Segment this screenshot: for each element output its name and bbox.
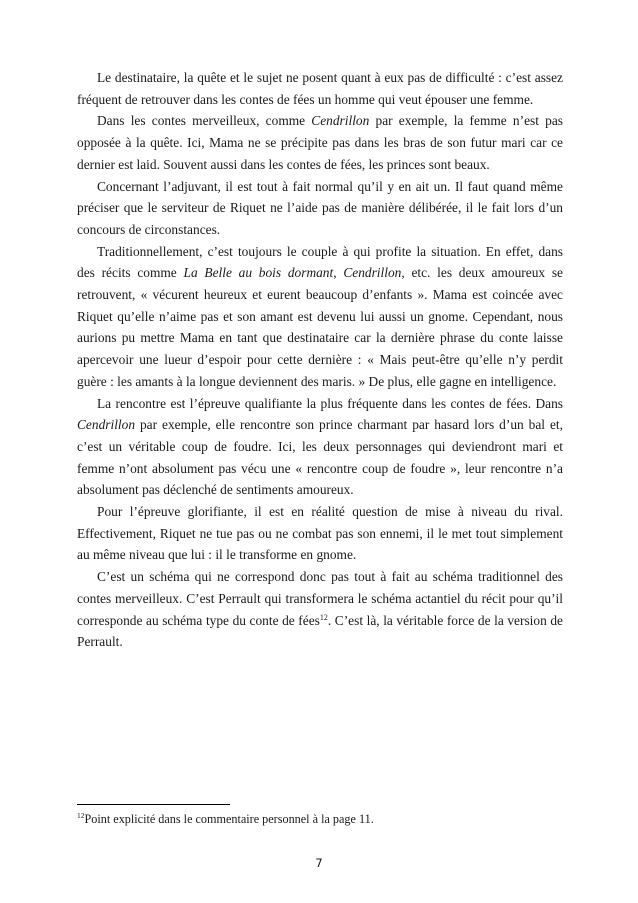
paragraph bbox=[77, 501, 563, 566]
paragraph bbox=[77, 110, 563, 175]
footnote-marker: 12 bbox=[77, 811, 85, 820]
footnote-reference: 12 bbox=[319, 612, 328, 622]
italic-title: Cendrillon bbox=[311, 113, 370, 129]
italic-title: La Belle au bois dormant bbox=[183, 265, 334, 281]
text-run: Le destinataire, la quête et le sujet ne posent quant à eux pas de difficulté : c’est assez fréquent de retrouver dans les contes de fées un homme qui veut épouser une femme. bbox=[77, 70, 563, 107]
text-run: par exemple, la femme n’est pas opposée à la quête. Ici, Mama ne se précipite pas dans les bras de son futur mari car ce dernier est laid. Souvent aussi dans les contes de fées, les princes sont beaux. bbox=[77, 113, 563, 172]
text-run: C’est un schéma qui ne correspond donc pas tout à fait au schéma traditionnel des contes merveilleux. C’est Perrault qui transformera le schéma actantiel du récit pour qu’il corresponde au schéma type du conte de fées bbox=[77, 569, 563, 628]
text-run: Pour l’épreuve glorifiante, il est en réalité question de mise à niveau du rival. Effectivement, Riquet ne tue pas ou ne combat pas son ennemi, il le met tout simplement au même niveau que lui : il le transforme en gnome. bbox=[77, 504, 563, 563]
paragraph bbox=[77, 176, 563, 241]
footnote-text: Point explicité dans le commentaire personnel à la page 11. bbox=[84, 812, 374, 826]
footnote-separator bbox=[77, 804, 230, 805]
paragraph bbox=[77, 241, 563, 393]
text-run: Concernant l’adjuvant, il est tout à fait normal qu’il y en ait un. Il faut quand même préciser que le serviteur de Riquet ne l’aide pas de manière délibérée, il le fait lors d’un concours de circonstances. bbox=[77, 178, 563, 237]
paragraph bbox=[77, 67, 563, 110]
page-number: 7 bbox=[315, 856, 323, 870]
body-text bbox=[77, 67, 563, 653]
italic-title: Cendrillon bbox=[343, 265, 402, 281]
italic-title: Cendrillon bbox=[77, 417, 136, 433]
text-run: par exemple, elle rencontre son prince charmant par hasard lors d’un bal et, c’est un véritable coup de foudre. Ici, les deux personnages qui deviendront mari et femme n’ont absolument pas vécu une « rencontre coup de foudre », leur rencontre n’a absolument pas déclenché de sentiments amoureux. bbox=[77, 417, 563, 498]
text-run: , bbox=[333, 265, 344, 281]
text-run: , etc. les deux amoureux se retrouvent, « vécurent heureux et eurent beaucoup d’enfants ». Mama est coincée avec Riquet qu’elle n’aime pas et son amant est devenu lui aussi un gnome. Cependant, nous aurions pu mettre Mama en tant que destinataire car la dernière phrase du conte laisse apercevoir une lueur d’espoir pour cette dernière : « Mais peut-être qu’elle n’y perdit guère : les amants à la longue deviennent des maris. » De plus, elle gagne en intelligence. bbox=[77, 265, 563, 389]
paragraph bbox=[77, 393, 563, 502]
footnote bbox=[77, 812, 563, 826]
text-run: La rencontre est l’épreuve qualifiante la plus fréquente dans les contes de fées. Dans bbox=[97, 395, 563, 411]
paragraph bbox=[77, 566, 563, 653]
text-run: Dans les contes merveilleux, comme bbox=[97, 113, 312, 129]
text-run: Traditionnellement, c’est toujours le couple à qui profite la situation. En effet, dans des récits comme bbox=[77, 243, 563, 281]
text-run: . C’est là, la véritable force de la version de Perrault. bbox=[77, 612, 563, 650]
